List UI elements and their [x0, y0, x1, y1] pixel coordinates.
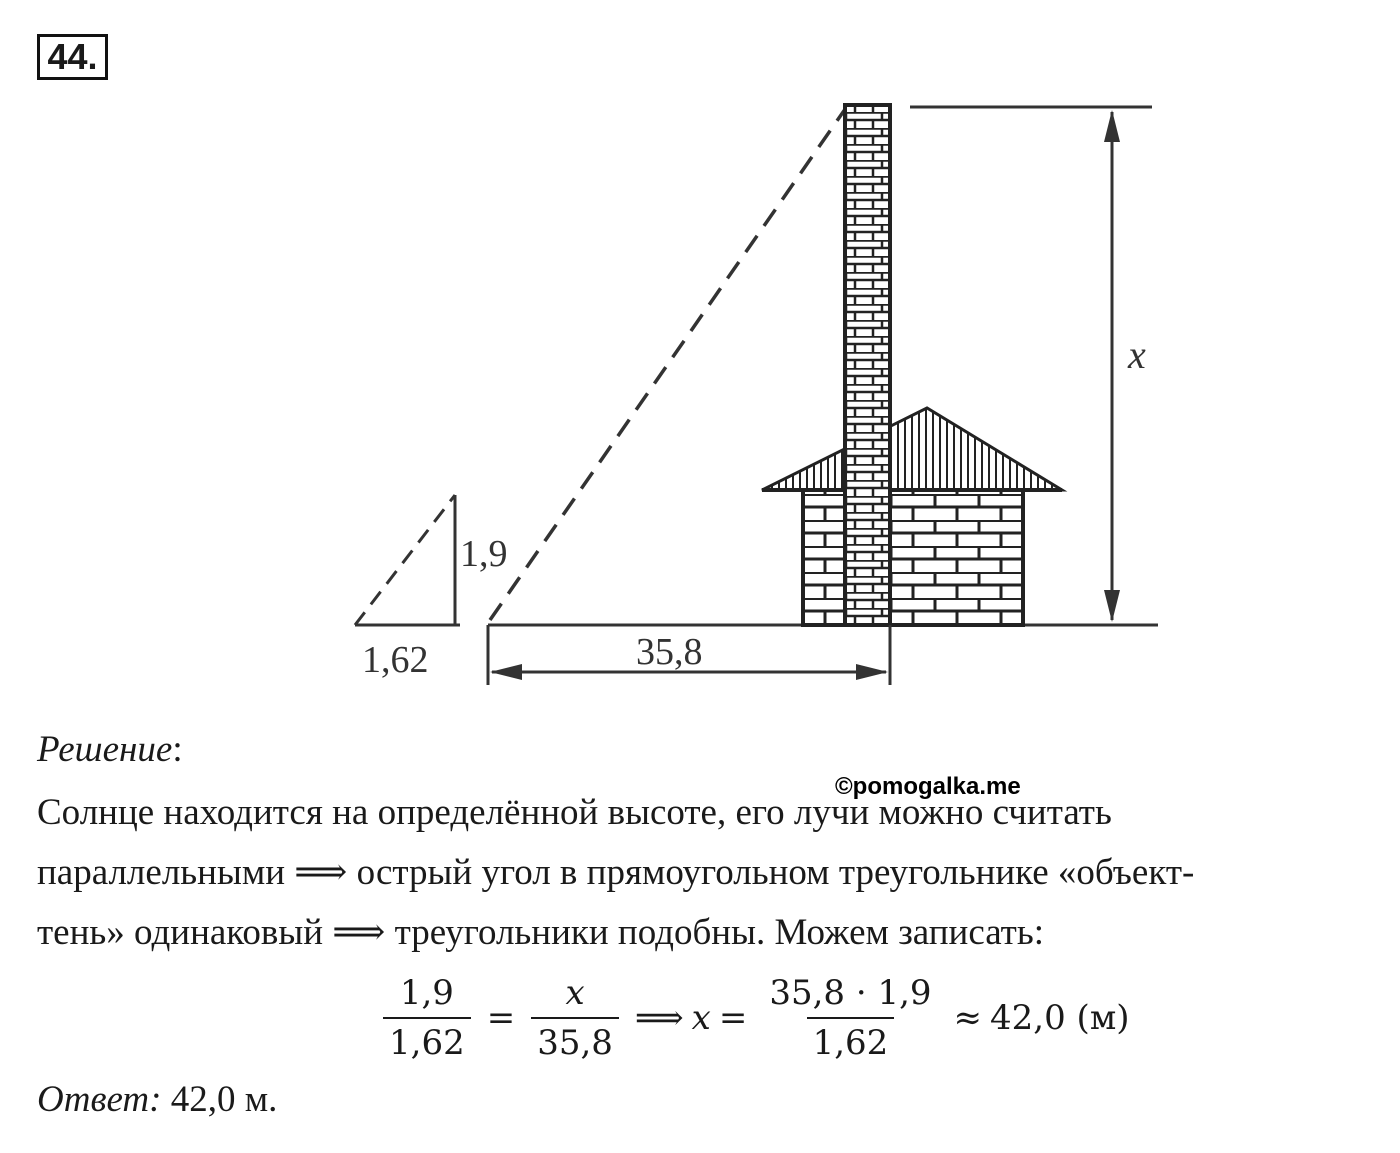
- problem-number: 44.: [37, 34, 108, 80]
- distance-label: 35,8: [636, 631, 703, 673]
- answer: [37, 1078, 277, 1121]
- implies-sign: ⟹: [634, 998, 684, 1038]
- fraction-numerator: 1,9: [399, 973, 454, 1013]
- fraction-denominator: 1,62: [807, 1017, 895, 1063]
- solution-heading-colon: :: [172, 729, 183, 770]
- solution-heading: [37, 728, 183, 771]
- person-shadow-label: 1,62: [362, 639, 429, 681]
- solution-line: тень» одинаковый ⟹ треугольники подобны. Можем записать:: [37, 912, 1045, 953]
- person-sun-ray: [355, 495, 455, 625]
- fraction-denominator: 35,8: [531, 1017, 619, 1063]
- solution-line: параллельными ⟹ острый угол в прямоугольном треугольнике «объект-: [37, 852, 1195, 893]
- unknown-variable: x: [691, 998, 711, 1038]
- fraction-person: [383, 973, 471, 1063]
- house: [762, 408, 1062, 625]
- chimney: [845, 105, 890, 625]
- solution-paragraph: [37, 783, 1367, 963]
- approx-sign: ≈: [953, 998, 983, 1038]
- fraction-numerator: 35,8 · 1,9: [769, 973, 932, 1013]
- watermark: ©pomogalka.me: [835, 773, 1021, 800]
- proportion-formula: [375, 968, 1130, 1068]
- distance-arrow-right: [856, 664, 888, 680]
- fraction-denominator: 1,62: [383, 1017, 471, 1063]
- chimney-sun-ray: [490, 105, 848, 620]
- formula-result: 42,0 (м): [990, 998, 1130, 1038]
- solution-line: Солнце находится на определённой высоте, его лучи можно считать: [37, 792, 1112, 833]
- equals-sign: =: [486, 998, 516, 1038]
- equals-sign: =: [718, 998, 748, 1038]
- person-height-label: 1,9: [460, 533, 508, 575]
- answer-label: Ответ:: [37, 1079, 162, 1120]
- solution-heading-text: Решение: [37, 729, 173, 770]
- fraction-solution: [763, 973, 937, 1063]
- height-arrow-bottom: [1104, 590, 1120, 622]
- answer-value: 42,0 м.: [170, 1079, 278, 1120]
- fraction-chimney: [531, 973, 619, 1063]
- distance-arrow-left: [490, 664, 522, 680]
- height-variable-label: x: [1128, 332, 1146, 377]
- fraction-numerator: x: [565, 973, 585, 1013]
- height-arrow-top: [1104, 110, 1120, 142]
